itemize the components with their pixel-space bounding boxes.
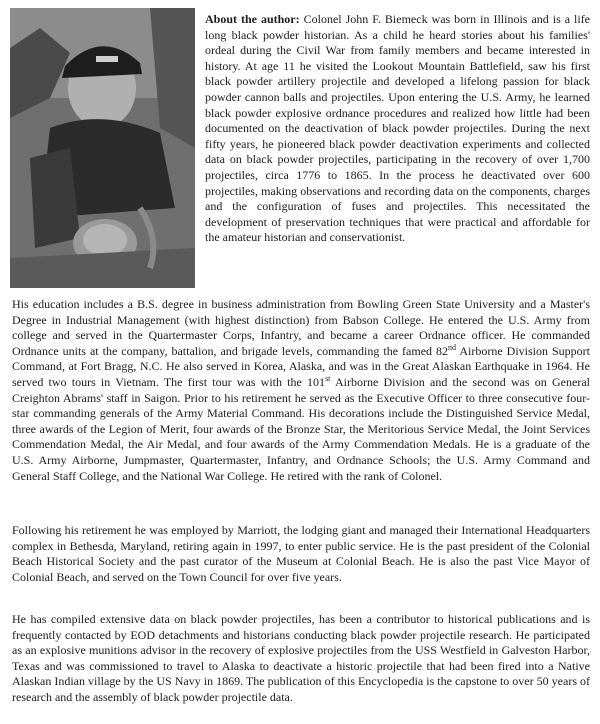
superscript-st: st: [325, 373, 331, 383]
education-paragraph: [12, 297, 590, 484]
education-text-2: Airborne Division Support Command, at Fort Bragg, N.C. He also served in Korea, Alaska, and was in the Great Alaskan Earthquake in 1964. He served two tours in Vietnam. The first tour was with the 101: [12, 343, 590, 389]
portrait-photo-icon: [10, 8, 195, 288]
about-author-paragraph: [205, 12, 590, 246]
education-text-3: Airborne Division and the second was on General Creighton Abrams' staff in Saigon. Prior to his retirement he served as the Executive Officer to three consecutive four-star commanding generals of the Army Material Command. His decorations include the Distinguished Service Medal, three awards of the Legion of Merit, four awards of the Bronze Star, the Meritorious Service Medal, the Joint Services Commendation Medal, the Air Medal, and four awards of the Army Commendation Medals. He is a graduate of the U.S. Army Airborne, Jumpmaster, Quartermaster, Infantry, and Ordnance Schools; the U.S. Army Command and General Staff College, and the National War College. He retired with the rank of Colonel.: [12, 374, 590, 483]
education-text-1: His education includes a B.S. degree in business administration from Bowling Green State University and a Master's Degree in Industrial Management (with highest distinction) from Babson College. He entered the U.S. Army from college and served in the Quartermaster Corps, Infantry, and became a career Ordnance officer. He commanded Ordnance units at the company, battalion, and brigade levels, commanding the famed 82: [12, 297, 590, 358]
research-paragraph: He has compiled extensive data on black powder projectiles, has been a contributor to historical publications and is frequently contacted by EOD detachments and historians conducting black powder projectile research. He participated as an explosive munitions advisor in the recovery of explosive projectiles from the USS Westfield in Galveston Harbor, Texas and was commissioned to travel to Alaska to deactivate a historic projectile that had been fired into a Native Alaskan Indian village by the US Navy in 1869. The publication of this Encyclopedia is the capstone to over 50 years of research and the assembly of black powder projectile data.: [12, 612, 590, 704]
retirement-paragraph: Following his retirement he was employed by Marriott, the lodging giant and managed their International Headquarters complex in Bethesda, Maryland, retiring again in 1997, to enter public service. He is the past president of the Colonial Beach Historical Society and the past curator of the Museum at Colonial Beach. He is also the past Vice Mayor of Colonial Beach, and served on the Town Council for over five years.: [12, 523, 590, 584]
about-author-heading: About the author:: [205, 12, 300, 26]
about-author-text: Colonel John F. Biemeck was born in Illinois and is a life long black powder historian. As a child he heard stories about his families' ordeal during the Civil War from family members and became interested in history. At age 11 he visited the Lookout Mountain Battlefield, saw his first black powder artillery projectile and developed a lifelong passion for black powder cannon balls and projectiles. Upon entering the U.S. Army, he learned black powder explosive ordnance procedures and realized how little had been documented on the deactivation of black powder projectiles. During the next fifty years, he pioneered black powder deactivation experiments and collected data on black powder projectiles, participating in the recovery of over 1,700 projectiles, circa 1776 to 1865. In the process he deactivated over 600 projectiles, making observations and recording data on the components, charges and the configuration of fuses and projectiles. This necessitated the development of preservation techniques that were practical and affordable for the amateur historian and conservationist.: [205, 12, 591, 245]
author-photo: [10, 8, 195, 288]
superscript-nd: nd: [448, 342, 457, 352]
